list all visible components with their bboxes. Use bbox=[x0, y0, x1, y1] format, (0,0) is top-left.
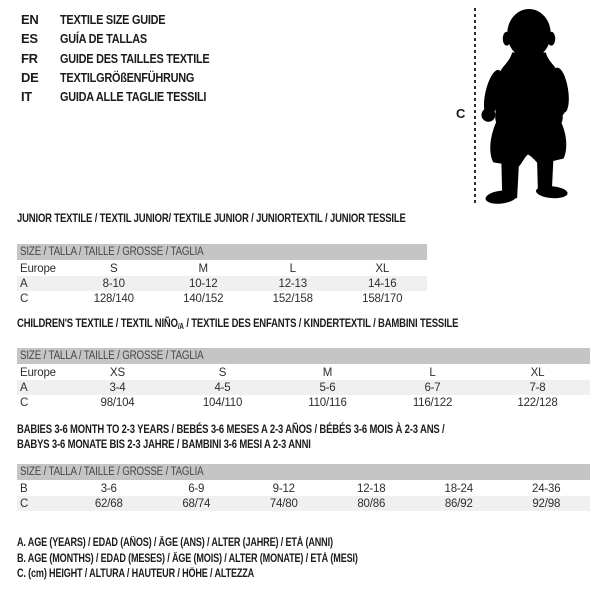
table-cell: 3-6 bbox=[100, 482, 117, 495]
table-row bbox=[17, 365, 590, 380]
row-label: C bbox=[20, 292, 29, 305]
table-cell: 3-4 bbox=[109, 381, 126, 394]
children-title-text: CHILDREN'S TEXTILE / TEXTIL NIÑO bbox=[17, 316, 178, 330]
table-row bbox=[17, 291, 427, 306]
junior-size-table bbox=[17, 244, 427, 306]
language-code: EN bbox=[21, 12, 39, 28]
table-row bbox=[17, 481, 590, 496]
language-code: IT bbox=[21, 89, 32, 105]
table-cell: 14-16 bbox=[368, 277, 397, 290]
table-cell: S bbox=[218, 366, 227, 379]
table-cell: 62/68 bbox=[94, 497, 123, 510]
children-size-table bbox=[17, 348, 590, 410]
legend-line-b: B. AGE (MONTHS) / EDAD (MESES) / ÂGE (MOIS) / ALTER (MONATE) / ETÀ (MESI) bbox=[17, 552, 358, 565]
table-cell: 158/170 bbox=[362, 292, 403, 305]
table-cell: L bbox=[429, 366, 436, 379]
language-row-fr bbox=[21, 49, 238, 68]
language-code: DE bbox=[21, 70, 39, 86]
table-row bbox=[17, 380, 590, 395]
table-cell: S bbox=[110, 262, 118, 275]
junior-table-title: JUNIOR TEXTILE / TEXTIL JUNIOR/ TEXTILE JUNIOR / JUNIORTEXTIL / JUNIOR TESSILE bbox=[17, 211, 406, 225]
table-row bbox=[17, 395, 590, 410]
row-label: Europe bbox=[20, 262, 56, 275]
table-cell: XL bbox=[375, 262, 390, 275]
language-row-es bbox=[21, 29, 238, 48]
language-label: GUIDE DES TAILLES TEXTILE bbox=[60, 50, 210, 66]
table-cell: 9-12 bbox=[272, 482, 295, 495]
children-title-text: / TEXTILE DES ENFANTS / KINDERTEXTIL / BAMBINI TESSILE bbox=[183, 316, 459, 330]
table-cell: M bbox=[198, 262, 208, 275]
babies-size-table bbox=[17, 464, 590, 511]
table-row bbox=[17, 496, 590, 511]
size-header-label: SIZE / TALLA / TAILLE / GRÖSSE / TAGLIA bbox=[20, 246, 204, 258]
table-cell: XL bbox=[530, 366, 545, 379]
language-label: TEXTILE SIZE GUIDE bbox=[60, 12, 166, 28]
table-cell: 152/158 bbox=[272, 292, 313, 305]
table-cell: 68/74 bbox=[182, 497, 211, 510]
babies-title-line2: BABYS 3-6 MONATE BIS 2-3 JAHRE / BAMBINI 3-6 MESI A 2-3 ANNI bbox=[17, 436, 311, 451]
table-cell: 122/128 bbox=[517, 396, 558, 409]
row-label: A bbox=[20, 381, 28, 394]
height-measure-dashed-line bbox=[474, 8, 476, 206]
baby-silhouette-image bbox=[481, 7, 576, 205]
language-label: GUIDA ALLE TAGLIE TESSILI bbox=[60, 89, 207, 105]
children-title-subscript: /A bbox=[177, 322, 184, 331]
table-cell: 98/104 bbox=[100, 396, 135, 409]
table-cell: 10-12 bbox=[189, 277, 218, 290]
row-label: B bbox=[20, 482, 28, 495]
legend-line-c: C. (cm) HEIGHT / ALTURA / HAUTEUR / HÖHE / ALTEZZA bbox=[17, 568, 255, 580]
table-cell: 12-13 bbox=[278, 277, 307, 290]
language-row-de bbox=[21, 68, 238, 87]
table-cell: 8-10 bbox=[102, 277, 125, 290]
table-cell: 5-6 bbox=[319, 381, 336, 394]
size-header-bar bbox=[17, 464, 590, 480]
table-cell: 4-5 bbox=[214, 381, 231, 394]
table-cell: 86/92 bbox=[444, 497, 473, 510]
size-header-label: SIZE / TALLA / TAILLE / GRÖSSE / TAGLIA bbox=[20, 466, 204, 478]
table-cell: 6-9 bbox=[188, 482, 205, 495]
children-table-title bbox=[17, 316, 458, 335]
table-cell: M bbox=[322, 366, 333, 379]
language-label: TEXTILGRÖßENFÜHRUNG bbox=[60, 70, 195, 86]
babies-table-title bbox=[17, 422, 445, 451]
language-row-it bbox=[21, 87, 238, 106]
language-label: GUÍA DE TALLAS bbox=[60, 31, 147, 47]
height-measure-label: C bbox=[456, 106, 466, 121]
table-cell: 12-18 bbox=[357, 482, 386, 495]
table-cell: 7-8 bbox=[529, 381, 546, 394]
table-cell: 104/110 bbox=[202, 396, 243, 409]
size-header-bar bbox=[17, 244, 427, 260]
size-header-bar bbox=[17, 348, 590, 364]
row-label: Europe bbox=[20, 366, 56, 379]
table-cell: 6-7 bbox=[424, 381, 441, 394]
table-cell: 116/122 bbox=[412, 396, 453, 409]
row-label: C bbox=[20, 396, 29, 409]
row-label: C bbox=[20, 497, 29, 510]
table-cell: 24-36 bbox=[532, 482, 561, 495]
table-cell: 18-24 bbox=[444, 482, 473, 495]
babies-title-line1: BABIES 3-6 MONTH TO 2-3 YEARS / BEBÉS 3-6 MESES A 2-3 AÑOS / BÉBÉS 3-6 MOIS À 2-3 ANS / bbox=[17, 422, 445, 436]
table-cell: 128/140 bbox=[93, 292, 134, 305]
table-cell: L bbox=[289, 262, 296, 275]
table-cell: XS bbox=[110, 366, 125, 379]
table-cell: 74/80 bbox=[269, 497, 298, 510]
row-label: A bbox=[20, 277, 28, 290]
table-cell: 80/86 bbox=[357, 497, 386, 510]
size-legend bbox=[17, 536, 448, 583]
table-cell: 92/98 bbox=[532, 497, 561, 510]
table-cell: 140/152 bbox=[183, 292, 224, 305]
table-row bbox=[17, 261, 427, 276]
size-header-label: SIZE / TALLA / TAILLE / GRÖSSE / TAGLIA bbox=[20, 350, 204, 362]
legend-line-a: A. AGE (YEARS) / EDAD (AÑOS) / ÂGE (ANS) / ALTER (JAHRE) / ETÀ (ANNI) bbox=[17, 537, 333, 549]
table-cell: 110/116 bbox=[308, 396, 347, 409]
language-row-en bbox=[21, 10, 238, 29]
language-list bbox=[21, 10, 238, 106]
table-row bbox=[17, 276, 427, 291]
language-code: ES bbox=[21, 31, 38, 47]
language-code: FR bbox=[21, 50, 38, 66]
